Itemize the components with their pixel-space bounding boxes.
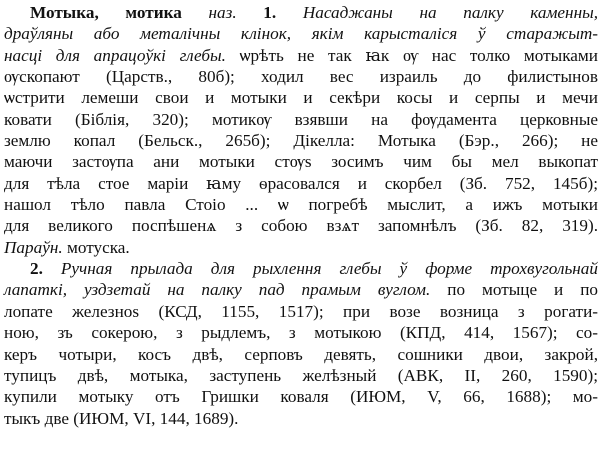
entry-line xyxy=(4,23,598,44)
citation-text: ѡрѣть не так ꙗк ѹ нас толко мотыками xyxy=(225,45,598,65)
entry-line xyxy=(4,2,598,23)
entry-line xyxy=(4,109,598,130)
citation-text: ковати (Біблія, 320); мотикѹ взявши на фѹдамента церковные xyxy=(4,109,598,129)
entry-line xyxy=(4,365,598,386)
citation-text: тыкъ две (ИЮМ, VI, 144, 1689). xyxy=(4,408,239,428)
entry-line xyxy=(4,194,598,215)
grammar-label: наз. xyxy=(208,3,237,22)
sense-number: 1. xyxy=(263,3,277,22)
cross-reference-word: мотуска. xyxy=(62,237,130,257)
entry-line xyxy=(4,215,598,236)
citation-text: керъ чотыри, косъ двѣ, серповъ девять, сошники двои, закрой, xyxy=(4,344,598,364)
entry-line xyxy=(4,258,598,279)
citation-text: для тѣла стое маріи ꙗму ѳрасовался и скорбел (Зб. 752, 145б); xyxy=(4,173,598,193)
citation-text: тупицъ двѣ, мотыка, заступень желѣзный (АВК, II, 260, 1590); xyxy=(4,365,598,385)
entry-line xyxy=(4,279,598,300)
entry-line xyxy=(4,322,598,343)
entry-line xyxy=(4,344,598,365)
entry-line xyxy=(4,237,598,258)
citation-text: лопате железноѕ (КСД, 1155, 1517); при возе возница з рогати- xyxy=(4,301,598,321)
dictionary-entry xyxy=(4,2,598,429)
citation-text: ѡстрити лемеши свои и мотыки и секѣри косы и серпы и мечи xyxy=(4,88,598,108)
definition: насці для апрацоўкі глебы. xyxy=(4,45,226,65)
citation-text: ною, зъ сокерою, з рыдлемъ, з мотыкою (КПД, 414, 1567); со- xyxy=(4,323,598,343)
entry-line xyxy=(4,301,598,322)
entry-line xyxy=(4,130,598,151)
headword: Мотыка, мотика xyxy=(30,3,182,22)
entry-line xyxy=(4,66,598,87)
entry-line xyxy=(4,87,598,108)
entry-line xyxy=(4,45,598,66)
sense-number: 2. xyxy=(30,259,43,279)
entry-line xyxy=(4,408,598,429)
entry-line xyxy=(4,173,598,194)
citation-text: ѹскопают (Царств., 80б); ходил вес израиль до филистынов xyxy=(4,67,598,87)
definition: Ручная прылада для рыхлення глебы ў форме трохвугольнай xyxy=(60,259,598,279)
citation-text: для великого поспѣшенѧ з собою взѧт запомнѣлъ (Зб. 82, 319). xyxy=(4,216,598,236)
citation-text: нашол тѣло павла Стоіо ... ѡ погребѣ мыслит, а ижъ мотыки xyxy=(4,195,598,215)
citation-text: купили мотыку отъ Гришки коваля (ИЮМ, V, 66, 1688); мо- xyxy=(4,387,598,407)
cross-reference-label: Параўн. xyxy=(4,237,63,257)
citation-text: маючи застѹпа ани мотыки стѹѕ зосимъ чим бы мел выкопат xyxy=(4,152,598,172)
entry-line xyxy=(4,151,598,172)
citation-text: землю копал (Бельск., 265б); Дікелла: Мотыка (Бэр., 266); не xyxy=(4,131,598,151)
entry-line xyxy=(4,386,598,407)
citation-text: по мотыце и по xyxy=(430,280,598,300)
definition: драўляны або металічны клінок, якім карысталіся ў старажыт- xyxy=(4,24,598,44)
definition: Насаджаны на палку каменны, xyxy=(302,3,599,22)
definition: лапаткі, уздзетай на палку пад прамым вуглом. xyxy=(4,280,431,300)
